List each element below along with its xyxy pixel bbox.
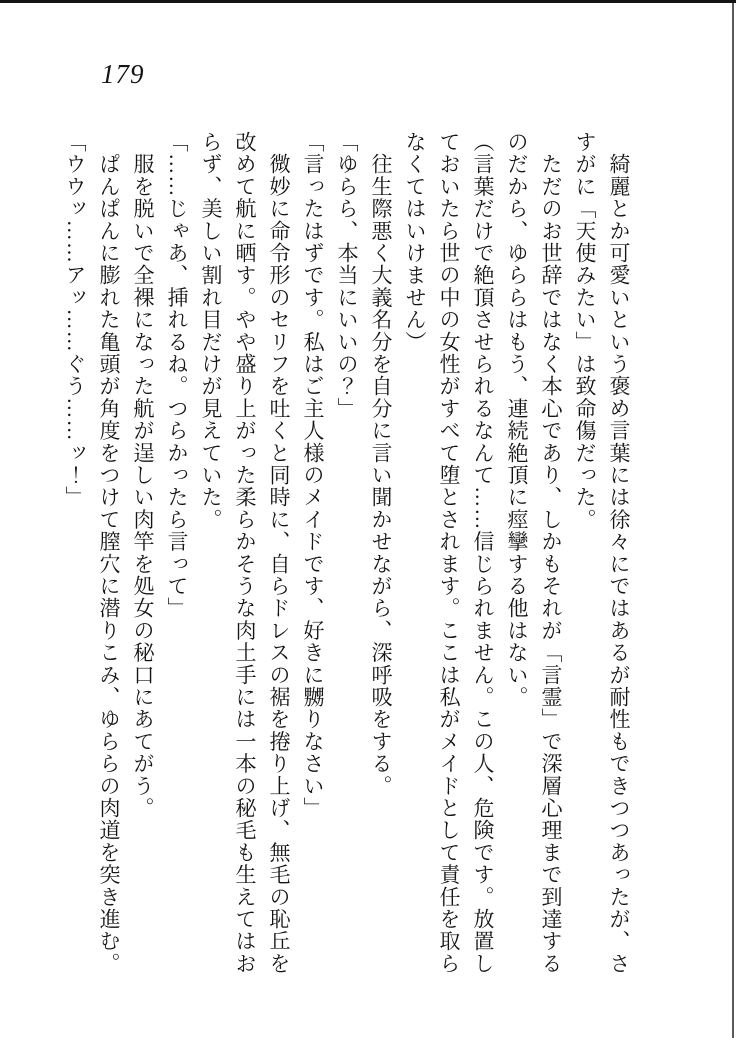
paragraph-6: 「言ったはずです。私はご主人様のメイドです、好きに嬲りなさい」 [301,131,325,820]
paragraph-9: 服を脱いで全裸になった航が逞しい肉竿を処女の秘口にあてがう。 [131,131,155,820]
page-edge-line [732,3,734,1038]
paragraph-4: 往生際悪く大義名分を自分に言い聞かせながら、深呼吸をする。 [369,131,393,797]
paragraph-3: （言葉だけで絶頂させられるなんて……信じられません。この人、危険です。放置しておいたら世の中の女性がすべて堕とされます。ここは私がメイドとして責任を取らなくてはいけません） [403,131,495,975]
paragraph-5: 「ゆらら、本当にいいの？」 [335,131,359,420]
paragraph-8: 「……じゃあ、挿れるね。つらかったら言って」 [165,131,189,620]
paragraph-7: 微妙に命令形のセリフを吐くと同時に、自らドレスの裾を捲り上げ、無毛の恥丘を改めて航に晒す。やや盛り上がった柔らかそうな肉土手には一本の秘毛も生えてはおらず、美しい割れ目だけが見えていた。 [199,131,291,975]
paragraph-11: 「ウウッ……アッ……ぐう……ッ！」 [63,131,87,509]
page-number: 179 [101,59,145,89]
paragraph-10: ぱんぱんに膨れた亀頭が角度をつけて膣穴に潜りこみ、ゆららの肉道を突き進む。 [97,131,121,975]
paragraph-2: ただのお世辞ではなく本心であり、しかもそれが「言霊」で深層心理まで到達するのだから、ゆららはもう、連続絶頂に痙攣する他はない。 [505,131,563,975]
vertical-text-block [54,131,636,977]
paragraph-1: 綺麗とか可愛いという褒め言葉には徐々にではあるが耐性もできつつあったが、さすがに「天使みたい」は致命傷だった。 [573,131,631,975]
